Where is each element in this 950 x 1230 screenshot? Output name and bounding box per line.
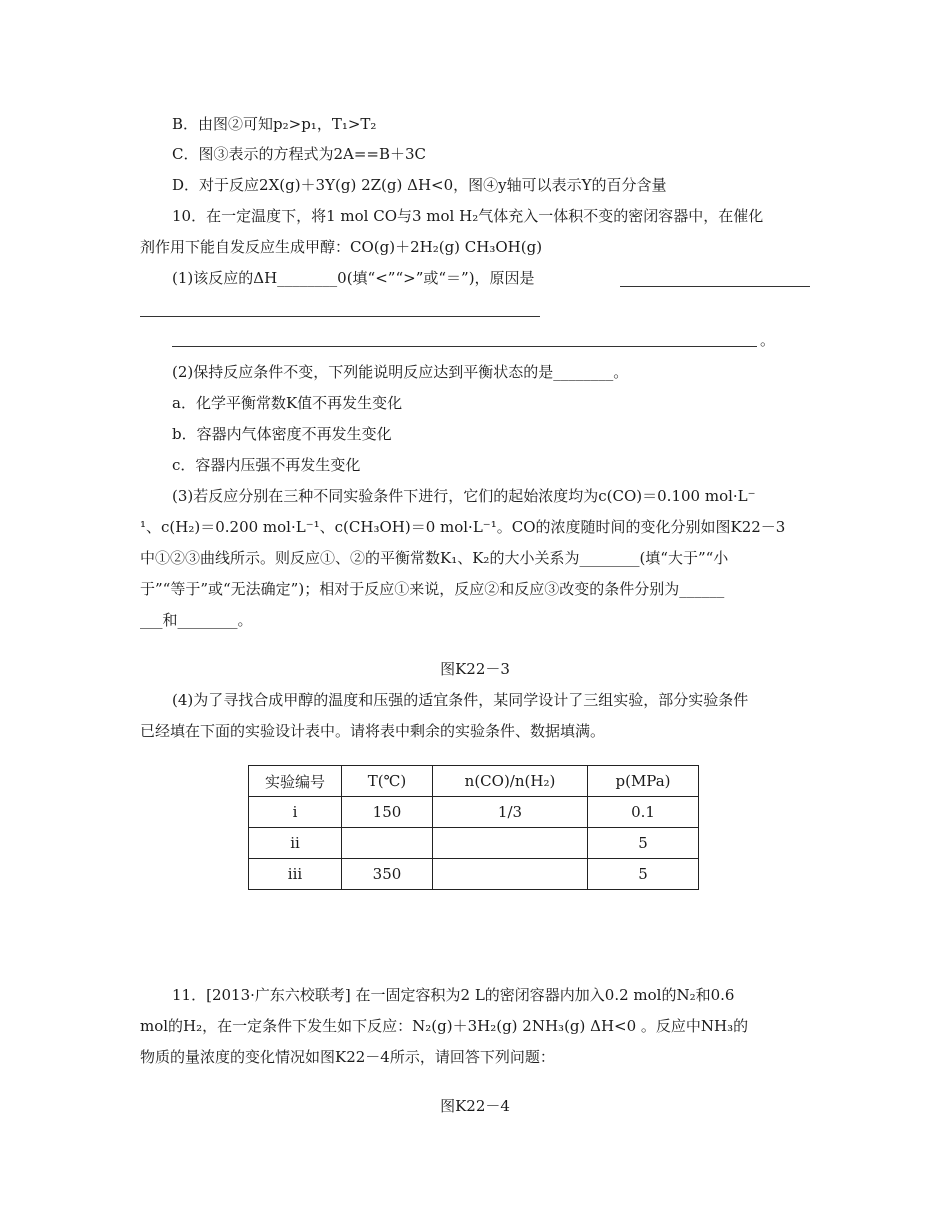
table-cell: 5 xyxy=(588,859,699,890)
option-c: C．图③表示的方程式为2A==B＋3C xyxy=(172,145,427,163)
q10-part1: (1)该反应的ΔH________0(填“<”“>”或“＝”)，原因是 xyxy=(172,269,535,287)
table-cell: 1/3 xyxy=(433,797,588,828)
table-header-cell: n(CO)/n(H₂) xyxy=(433,766,588,797)
table-cell xyxy=(342,828,433,859)
period-mark: 。 xyxy=(760,331,776,349)
q10-part3-line-5: ___和________。 xyxy=(140,611,253,629)
table-cell: 5 xyxy=(588,828,699,859)
table-header-cell: T(℃) xyxy=(342,766,433,797)
experiment-table xyxy=(248,765,699,890)
table-cell xyxy=(433,828,588,859)
table-cell: 150 xyxy=(342,797,433,828)
table-cell: iii xyxy=(249,859,342,890)
q11-line-3: 物质的量浓度的变化情况如图K22－4所示，请回答下列问题： xyxy=(140,1048,555,1066)
answer-blank xyxy=(140,316,540,317)
choice-a: a．化学平衡常数K值不再发生变化 xyxy=(172,394,403,412)
table-row xyxy=(249,828,699,859)
q10-part3-line-3: 中①②③曲线所示。则反应①、②的平衡常数K₁、K₂的大小关系为________(填“大于”“小 xyxy=(140,549,729,567)
table-cell xyxy=(433,859,588,890)
q10-part4-line-1: (4)为了寻找合成甲醇的温度和压强的适宜条件，某同学设计了三组实验，部分实验条件 xyxy=(172,691,749,709)
choice-b: b．容器内气体密度不再发生变化 xyxy=(172,425,392,443)
table-cell: ii xyxy=(249,828,342,859)
q11-line-2: mol的H₂，在一定条件下发生如下反应：N₂(g)＋3H₂(g) 2NH₃(g) ΔH<0 。反应中NH₃的 xyxy=(140,1017,749,1035)
figure-caption: 图K22－4 xyxy=(440,1097,510,1115)
table-row xyxy=(249,797,699,828)
table-header-row xyxy=(249,766,699,797)
table-header-cell: 实验编号 xyxy=(249,766,342,797)
q11-line-1: 11．[2013·广东六校联考] 在一固定容积为2 L的密闭容器内加入0.2 mol的N₂和0.6 xyxy=(172,986,735,1004)
table-cell: 350 xyxy=(342,859,433,890)
q10-part3-line-2: ¹、c(H₂)＝0.200 mol·L⁻¹、c(CH₃OH)＝0 mol·L⁻¹。CO的浓度随时间的变化分别如图K22－3 xyxy=(140,518,786,536)
answer-blank xyxy=(620,286,810,287)
table-cell: 0.1 xyxy=(588,797,699,828)
choice-c: c．容器内压强不再发生变化 xyxy=(172,456,361,474)
table-cell: i xyxy=(249,797,342,828)
q10-part2: (2)保持反应条件不变，下列能说明反应达到平衡状态的是________。 xyxy=(172,363,629,381)
table-row xyxy=(249,859,699,890)
table-header-cell: p(MPa) xyxy=(588,766,699,797)
answer-blank xyxy=(172,346,757,347)
q10-line-1: 10．在一定温度下，将1 mol CO与3 mol H₂气体充入一体积不变的密闭容器中，在催化 xyxy=(172,207,764,225)
option-b: B．由图②可知p₂>p₁，T₁>T₂ xyxy=(172,115,377,133)
q10-part4-line-2: 已经填在下面的实验设计表中。请将表中剩余的实验条件、数据填满。 xyxy=(140,722,606,740)
q10-line-2: 剂作用下能自发反应生成甲醇：CO(g)＋2H₂(g) CH₃OH(g) xyxy=(140,238,543,256)
figure-caption: 图K22－3 xyxy=(440,660,510,678)
option-d: D．对于反应2X(g)＋3Y(g) 2Z(g) ΔH<0，图④y轴可以表示Y的百分含量 xyxy=(172,176,667,194)
q10-part3-line-1: (3)若反应分别在三种不同实验条件下进行，它们的起始浓度均为c(CO)＝0.100 mol·L⁻ xyxy=(172,487,756,505)
q10-part3-line-4: 于”“等于”或“无法确定”)；相对于反应①来说，反应②和反应③改变的条件分别为______ xyxy=(140,580,725,598)
